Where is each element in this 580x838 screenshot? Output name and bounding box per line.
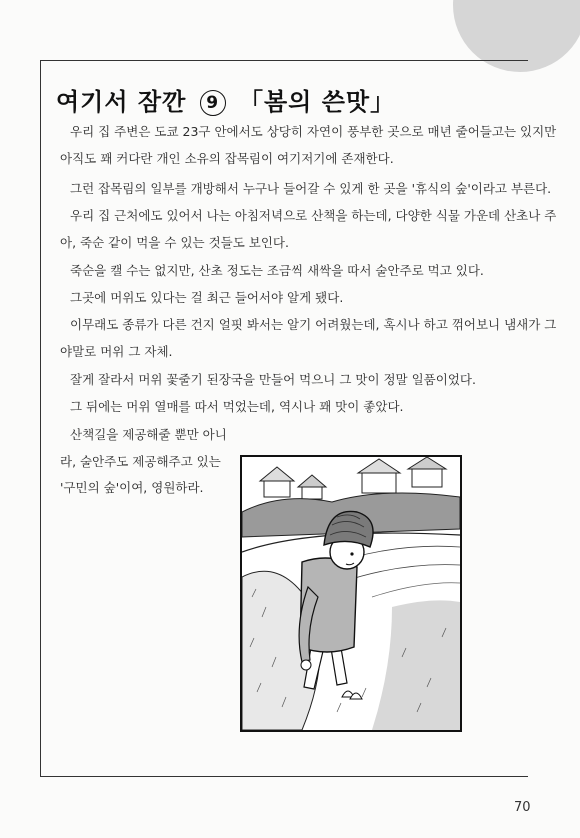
paragraph-line: 그 뒤에는 머위 열매를 따서 먹었는데, 역시나 꽤 맛이 좋았다.	[70, 399, 404, 414]
paragraph-line: 라, 술안주도 제공해주고 있는	[60, 453, 221, 469]
paragraph-line: 잘게 잘라서 머위 꽃줄기 된장국을 만들어 먹으니 그 맛이 정말 일품이었다.	[70, 372, 476, 387]
paragraph-4	[60, 258, 538, 285]
paragraph-8	[60, 394, 538, 421]
column-title-main: 여기서 잠깐	[56, 88, 187, 116]
paragraph-line: 그런 잡목림의 일부를 개방해서 누구나 들어갈 수 있게 한 곳을 '휴식의 숲'이라고 부른다.	[70, 181, 552, 196]
frame-left-rule	[40, 60, 41, 776]
paragraph-line: 아, 죽순 같이 먹을 수 있는 것들도 보인다.	[60, 234, 289, 250]
paragraph-1	[60, 119, 557, 172]
frame-bottom-rule	[40, 776, 528, 777]
paragraph-2	[60, 176, 552, 203]
paragraph-3	[60, 203, 557, 256]
illustration-drawing	[242, 457, 460, 730]
paragraph-closing	[60, 422, 230, 502]
paragraph-6	[60, 312, 557, 365]
paragraph-line: 산책길을 제공해줄 뿐만 아니	[70, 427, 227, 442]
paragraph-line: 우리 집 주변은 도쿄 23구 안에서도 상당히 자연이 풍부한 곳으로 매년 줄어들고는 있지만	[70, 124, 557, 139]
column-title-sub: 「봄의 쓴맛」	[239, 88, 396, 116]
paragraph-line: 아직도 꽤 커다란 개인 소유의 잡목림이 여기저기에 존재한다.	[60, 150, 394, 166]
paragraph-5	[60, 285, 538, 312]
corner-tab-circle	[453, 0, 580, 72]
frame-top-rule	[40, 60, 528, 61]
paragraph-line: 이무래도 종류가 다른 건지 얼핏 봐서는 알기 어려웠는데, 혹시나 하고 꺾어보니 냄새가 그	[70, 317, 557, 332]
manga-illustration	[240, 455, 462, 732]
paragraph-7	[60, 367, 538, 394]
paragraph-line: 야말로 머위 그 자체.	[60, 343, 173, 359]
paragraph-line: '구민의 숲'이여, 영원하라.	[60, 480, 204, 495]
page-number: 70	[514, 800, 531, 815]
paragraph-line: 죽순을 캘 수는 없지만, 산초 정도는 조금씩 새싹을 따서 술안주로 먹고 있다.	[70, 263, 484, 278]
paragraph-line: 우리 집 근처에도 있어서 나는 아침저녁으로 산책을 하는데, 다양한 식물 가운데 산초나 주	[70, 208, 557, 223]
column-title	[56, 82, 395, 117]
column-number-badge: 9	[200, 90, 226, 116]
paragraph-line: 그곳에 머위도 있다는 걸 최근 들어서야 알게 됐다.	[70, 290, 344, 305]
